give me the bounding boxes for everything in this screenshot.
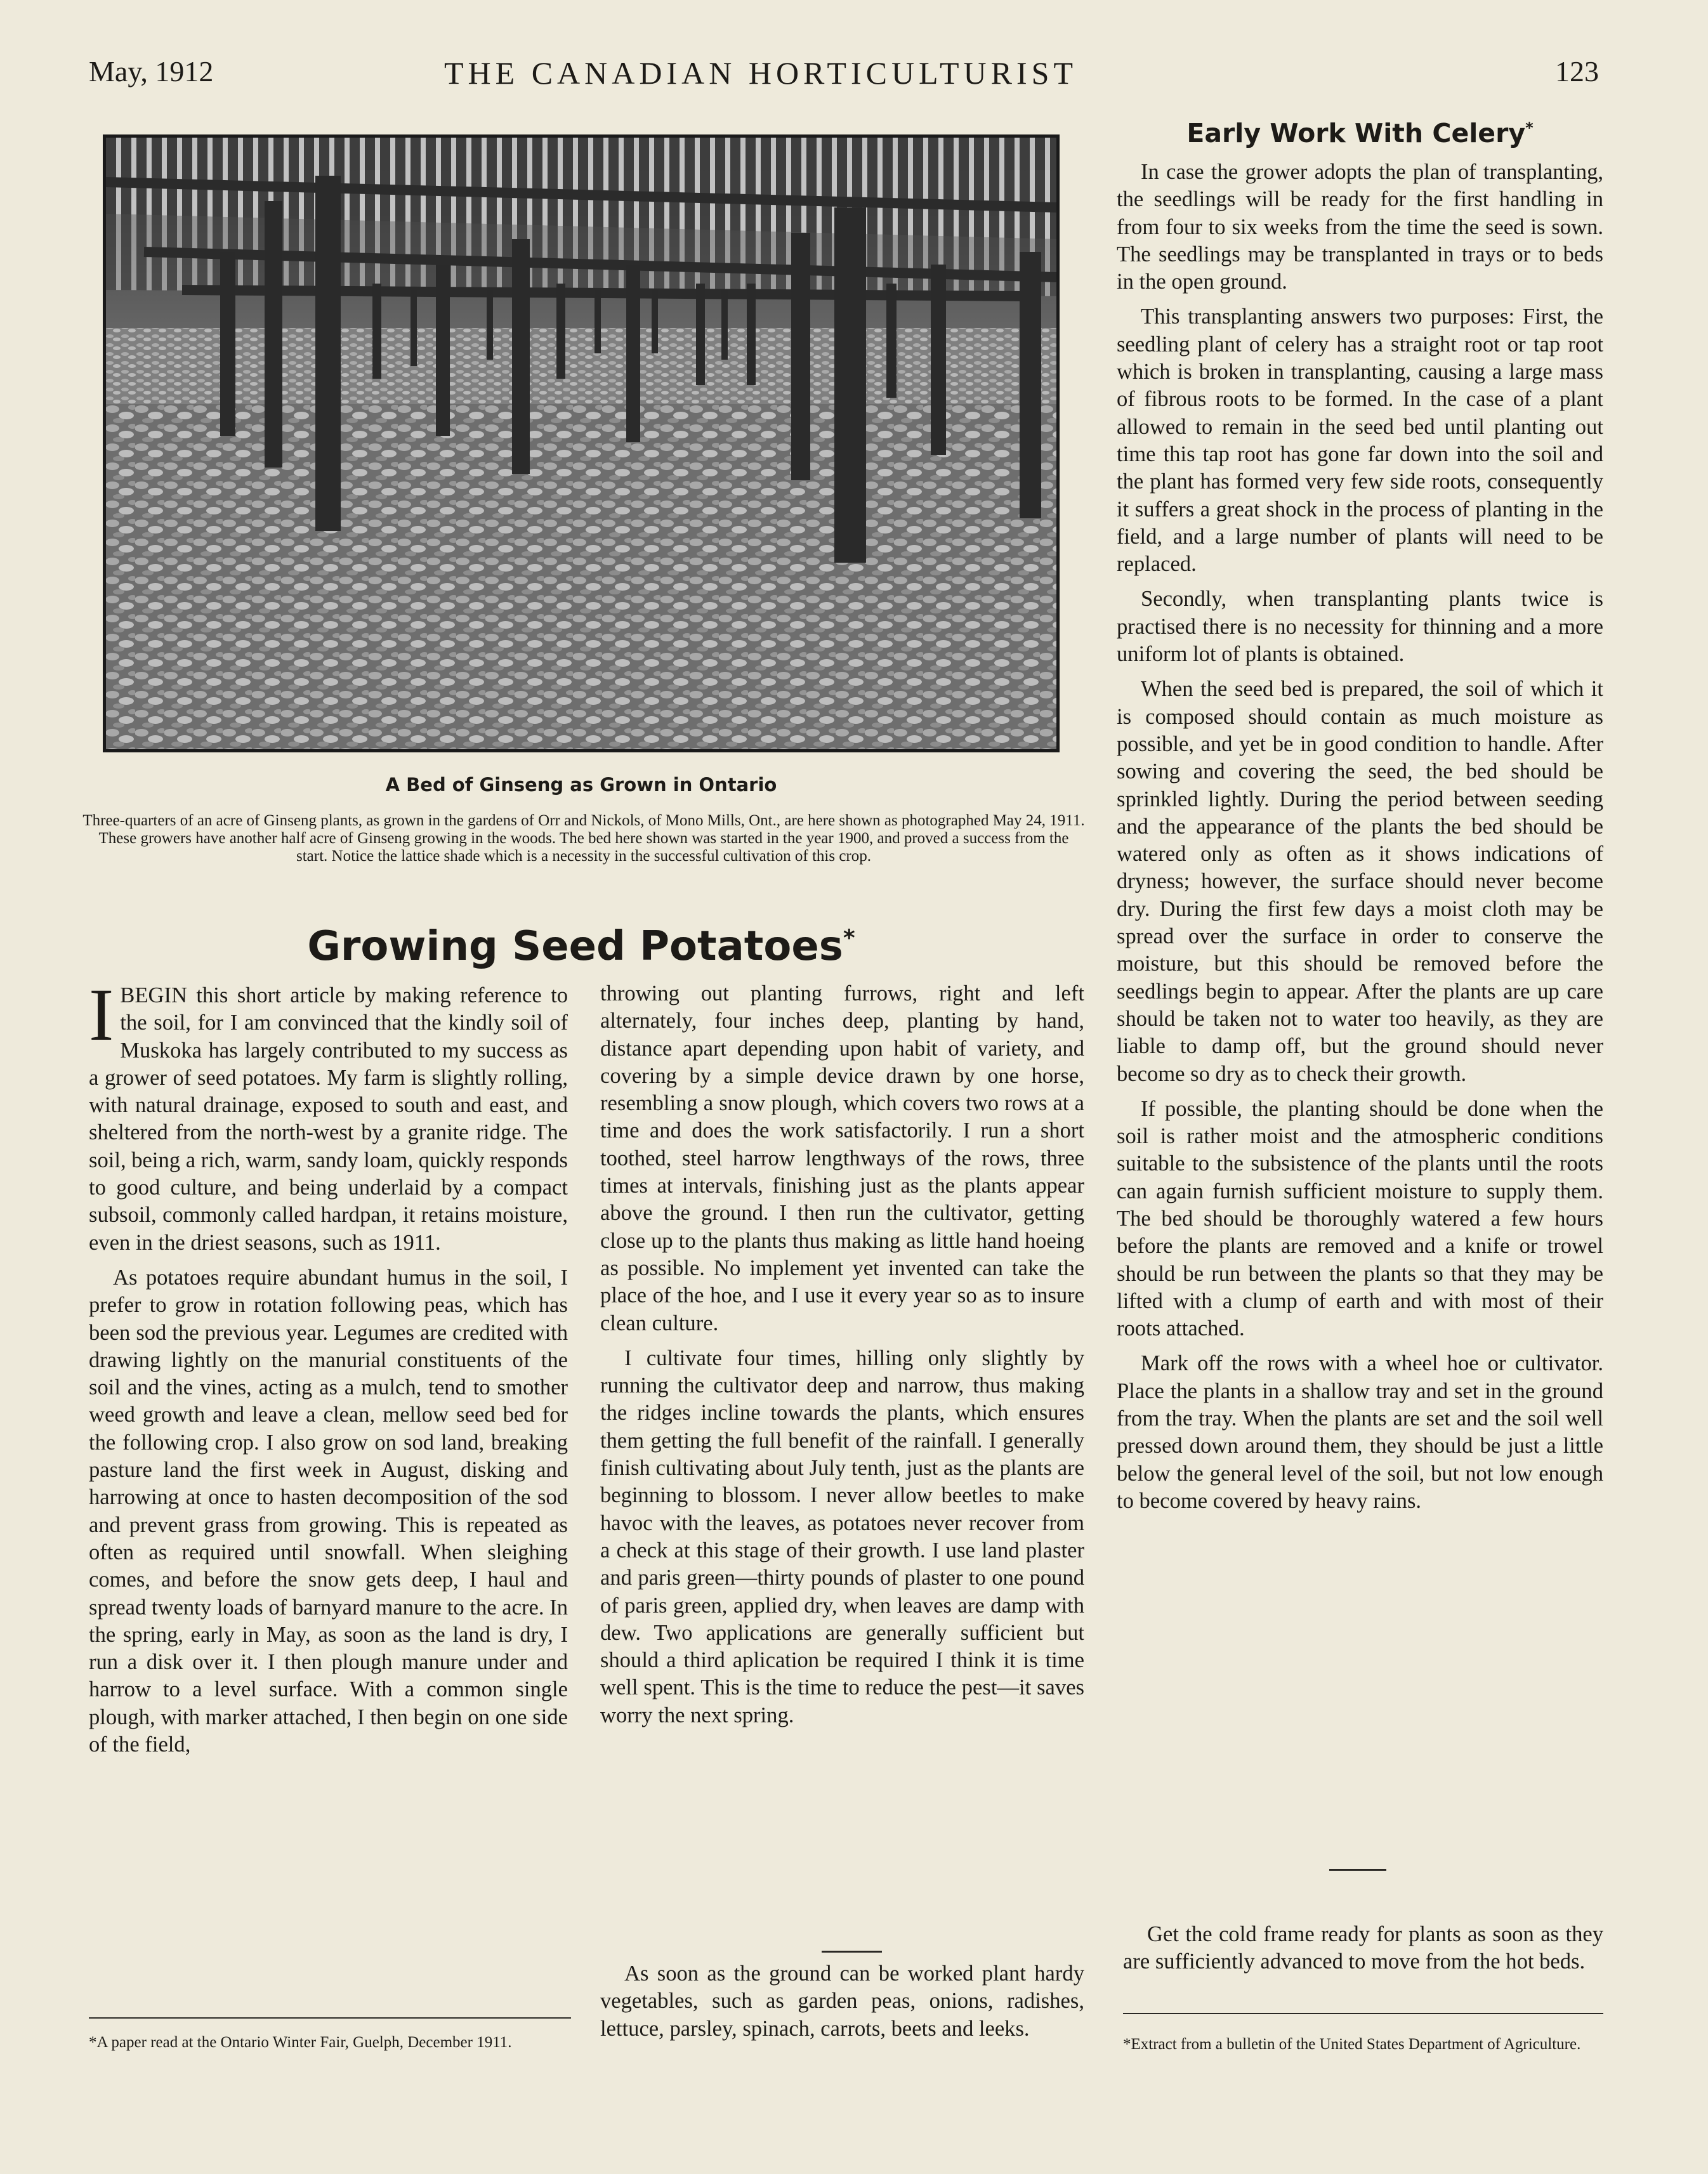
article-paragraph: When the seed bed is prepared, the soil of which it is composed should contain as much moisture as possible, and yet be in good condition to handle. After sowing and covering the seed, the bed should be sprinkled lightly. During the period between seeding and the appearance of the plants the bed should be watered only as often as it shows indications of dryness; however, the surface should never become dry. During the first few days a moist cloth may be spread over the surface in order to conserve the moisture, but this should be removed before the seedlings begin to appear. After the plants are up care should be taken not to water too heavily, as they are liable to damp off, but the ground should never become so dry as to check their growth. (1117, 677, 1603, 1086)
celery-footnote-mark: * (1525, 119, 1534, 137)
separator-rule (1329, 1869, 1386, 1871)
article-paragraph: Mark off the rows with a wheel hoe or cultivator. Place the plants in a shallow tray and set in the ground from the tray. When the plants are set and the soil well pressed down around them, they should be just a little below the general level of the soil, but not low enough to become covered by heavy rains. (1117, 1351, 1603, 1513)
footnote-rule (1123, 2013, 1603, 2014)
article-headline (103, 923, 1060, 970)
footnote-rule (89, 2017, 571, 2019)
article-paragraph: throwing out planting furrows, right and left alternately, four inches deep, planting by hand, distance apart depending upon habit of variety, and covering by a simple device drawn by one horse, resembling a snow plough, which covers two rows at a time and does the work satisfactorily. I run a short toothed, steel harrow lengthways of the rows, three times at intervals, finishing just as the plants appear above the ground. I then run the cultivator, getting close up to the plants thus making as little hand hoeing as possible. No implement yet invented can take the place of the hoe, and I use it every year so as to insure clean culture. (600, 981, 1084, 1335)
article-paragraph: This transplanting answers two purposes: First, the seedling plant of celery has a straight root or tap root which is broken in transplanting, causing a large mass of fibrous roots to be formed. In the case of a plant allowed to remain in the seed bed until planting out time this tap root has gone far down into the soil and the plant has formed very few side roots, consequently it suffers a great shock in the process of planting in the field, and a large number of plants will need to be replaced. (1117, 304, 1603, 577)
header-date: May, 1912 (89, 55, 214, 88)
article-column-1 (89, 973, 568, 1758)
paragraph-text: BEGIN this short article by making reference to the soil, for I am convinced that the kindly soil of Muskoka has largely contributed to my success as a grower of seed potatoes. My farm is slightly rolling, with natural drainage, exposed to south and east, and sheltered from the north-west by a granite ridge. The soil, being a rich, warm, sandy loam, quickly responds to good culture, and being underlaid by a compact subsoil, commonly called hardpan, it retains moisture, even in the driest seasons, such as 1911. (89, 983, 568, 1255)
cold-frame-note (1123, 1921, 1603, 1976)
article-paragraph: If possible, the planting should be done when the soil is rather moist and the atmospheric conditions suitable to the subsistence of the plants until the roots can again furnish sufficient moisture to supply them. The bed should be thoroughly watered a few hours before the plants are removed and a knife or trowel should be run between the plants so that they may be lifted with a clump of earth and with most of their roots attached. (1117, 1096, 1603, 1341)
celery-headline (1117, 118, 1603, 148)
footnote: *Extract from a bulletin of the United States Department of Agriculture. (1123, 2036, 1581, 2053)
note-text: As soon as the ground can be worked plant hardy vegetables, such as garden peas, onions, radishes, lettuce, parsley, spinach, carrots, beets and leeks. (600, 1961, 1084, 2041)
headline-footnote-mark: * (843, 925, 855, 952)
article-paragraph: As potatoes require abundant humus in the soil, I prefer to grow in rotation following peas, which has been sod the previous year. Legumes are credited with drawing lightly on the manurial constituents of the soil and the vines, acting as a mulch, tend to smother weed growth and leave a clean, mellow seed bed for the following crop. I also grow on sod land, breaking pasture land the first week in August, disking and harrowing at once to hasten decomposition of the sod and prevent grass from growing. This is repeated as often as required until snowfall. When sleighing comes, and before the snow gets deep, I haul and spread twenty loads of barnyard manure to the acre. In the spring, early in May, as soon as the land is dry, I run a disk over it. I then plough manure under and harrow to a level surface. With a common single plough, with marker attached, I then begin on one side of the field, (89, 1265, 568, 1757)
gardening-note (600, 1960, 1084, 2043)
page-number: 123 (1555, 55, 1599, 88)
ginseng-photo-image (106, 138, 1056, 749)
celery-headline-text: Early Work With Celery (1186, 118, 1526, 148)
ginseng-photo (103, 134, 1060, 752)
drop-cap: I (89, 973, 114, 1056)
article-paragraph: Secondly, when transplanting plants twice is practised there is no necessity for thinning and a more uniform lot of plants is obtained. (1117, 587, 1603, 667)
article-column-3 (1117, 159, 1603, 1515)
article-headline-text: Growing Seed Potatoes (307, 923, 843, 970)
article-paragraph: In case the grower adopts the plan of transplanting, the seedlings will be ready for the first handling in from four to six weeks from the time the seed is sown. The seedlings may be transplanted in trays or to beds in the open ground. (1117, 160, 1603, 294)
photo-title: A Bed of Ginseng as Grown in Ontario (385, 774, 777, 796)
article-column-2 (600, 980, 1084, 1729)
article-paragraph (89, 973, 568, 1257)
photo-caption: Three-quarters of an acre of Ginseng plants, as grown in the gardens of Orr and Nickols, of Mono Mills, Ont., are here shown as photographed May 24, 1911. These growers have another half acre of Ginseng growing in the woods. The bed here shown was started in the year 1900, and proved a success from the start. Notice the lattice shade which is a necessity in the successful cultivation of this crop. (82, 812, 1085, 865)
article-paragraph: I cultivate four times, hilling only slightly by running the cultivator deep and narrow, thus making the ridges incline towards the plants, which ensures them getting the full benefit of the rainfall. I generally finish cultivating about July tenth, just as the plants are beginning to blossom. I never allow beetles to make havoc with the leaves, as potatoes never recover from a check at this stage of their growth. I use land plaster and paris green—thirty pounds of plaster to one pound of paris green, applied dry, when leaves are damp with dew. Two applications are generally sufficient but should a third aplication be required I think it is time well spent. This is the time to reduce the pest—it saves worry the next spring. (600, 1346, 1084, 1727)
separator-rule (822, 1951, 882, 1953)
magazine-title: THE CANADIAN HORTICULTURIST (444, 55, 1078, 91)
note-text: Get the cold frame ready for plants as soon as they are sufficiently advanced to move from the hot beds. (1123, 1922, 1603, 1974)
footnote: *A paper read at the Ontario Winter Fair, Guelph, December 1911. (89, 2034, 512, 2051)
